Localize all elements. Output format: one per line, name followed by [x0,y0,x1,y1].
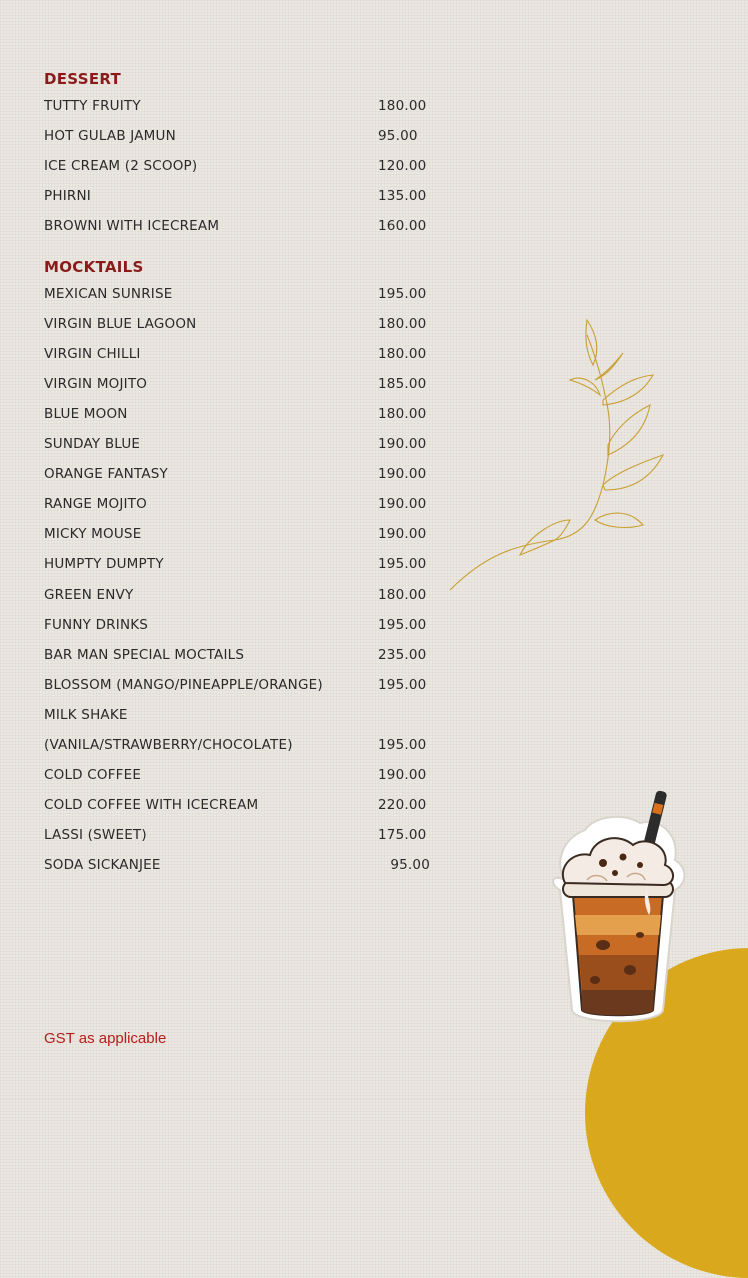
dessert-item [44,218,434,238]
item-name: COLD COFFEE [44,767,142,783]
item-name: BROWNI WITH ICECREAM [44,218,220,234]
mocktail-item [44,526,434,546]
item-name: MICKY MOUSE [44,526,142,542]
item-price: 120.00 [378,158,427,174]
item-price: 185.00 [378,376,427,392]
item-name: ICE CREAM (2 SCOOP) [44,158,198,174]
item-price: 135.00 [378,188,427,204]
item-name: (VANILA/STRAWBERRY/CHOCOLATE) [44,737,293,753]
mocktail-item [44,737,434,757]
mocktail-item [44,316,434,336]
item-name: VIRGIN BLUE LAGOON [44,316,197,332]
mocktail-item [44,857,434,877]
item-name: SUNDAY BLUE [44,436,141,452]
item-price: 190.00 [378,496,427,512]
mocktail-item [44,767,434,787]
item-price: 220.00 [378,797,427,813]
mocktail-item [44,286,434,306]
dessert-item [44,158,434,178]
item-price: 190.00 [378,466,427,482]
item-price: 180.00 [378,406,427,422]
item-price: 95.00 [378,128,418,144]
item-price: 190.00 [378,767,427,783]
item-name: BAR MAN SPECIAL MOCTAILS [44,647,245,663]
item-name: LASSI (SWEET) [44,827,147,843]
item-name: COLD COFFEE WITH ICECREAM [44,797,259,813]
mocktail-item [44,827,434,847]
item-name: BLUE MOON [44,406,128,422]
mocktail-item [44,346,434,366]
item-name: FUNNY DRINKS [44,617,149,633]
item-name: VIRGIN MOJITO [44,376,148,392]
item-name: HOT GULAB JAMUN [44,128,176,144]
mocktail-item [44,797,434,817]
gst-footnote: GST as applicable [44,1030,167,1047]
mocktail-item [44,617,434,637]
item-price: 195.00 [378,737,427,753]
item-name: VIRGIN CHILLI [44,346,141,362]
mocktail-item [44,466,434,486]
mocktails-title: MOCKTAILS [44,258,144,276]
item-name: SODA SICKANJEE [44,857,161,873]
mocktail-item [44,436,434,456]
mocktail-item [44,496,434,516]
mocktail-item [44,556,434,576]
leaf-branch-icon [445,315,675,595]
item-name: TUTTY FRUITY [44,98,141,114]
iced-coffee-icon [535,785,700,1030]
mocktail-item [44,677,434,697]
item-name: HUMPTY DUMPTY [44,556,164,572]
item-price: 160.00 [378,218,427,234]
mocktail-item [44,647,434,667]
item-price: 235.00 [378,647,427,663]
item-price: 180.00 [378,346,427,362]
dessert-title: DESSERT [44,70,122,88]
item-name: ORANGE FANTASY [44,466,168,482]
item-price: 180.00 [378,587,427,603]
dessert-item [44,188,434,208]
item-name: PHIRNI [44,188,91,204]
item-name: RANGE MOJITO [44,496,147,512]
item-price: 95.00 [390,857,430,873]
mocktail-item [44,376,434,396]
item-price: 190.00 [378,526,427,542]
item-price: 180.00 [378,316,427,332]
item-price: 180.00 [378,98,427,114]
mocktail-item [44,587,434,607]
item-name: MEXICAN SUNRISE [44,286,173,302]
dessert-item [44,98,434,118]
item-price: 195.00 [378,617,427,633]
item-price: 195.00 [378,677,427,693]
item-price: 190.00 [378,436,427,452]
mocktail-item [44,406,434,426]
item-name: GREEN ENVY [44,587,134,603]
mocktail-item [44,707,434,727]
item-price: 195.00 [378,556,427,572]
item-name: BLOSSOM (MANGO/PINEAPPLE/ORANGE) [44,677,323,693]
item-price: 175.00 [378,827,427,843]
dessert-item [44,128,434,148]
item-name: MILK SHAKE [44,707,128,723]
item-price: 195.00 [378,286,427,302]
